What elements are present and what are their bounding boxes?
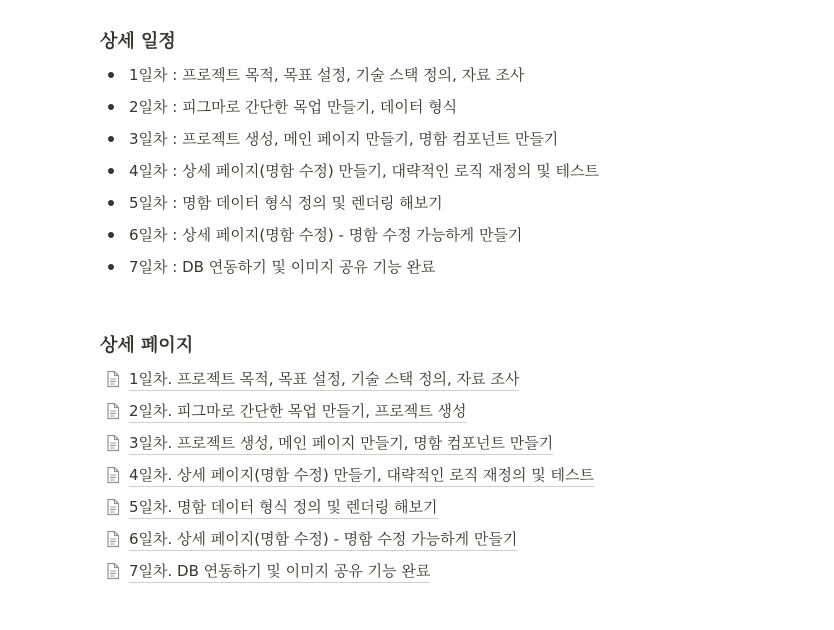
schedule-item-text: 7일차 : DB 연동하기 및 이미지 공유 기능 완료 [129, 258, 436, 276]
schedule-list [100, 59, 599, 283]
schedule-item [100, 251, 599, 283]
page-link-item[interactable] [100, 427, 594, 459]
page-link-item[interactable] [100, 459, 594, 491]
page-link-item[interactable] [100, 395, 594, 427]
page-list [100, 363, 594, 587]
bullet-icon [108, 232, 114, 238]
document-icon [104, 434, 122, 452]
page-link[interactable]: 1일차. 프로젝트 목적, 목표 설정, 기술 스택 정의, 자료 조사 [129, 370, 519, 391]
schedule-item [100, 91, 599, 123]
schedule-item [100, 155, 599, 187]
page-link-item[interactable] [100, 555, 594, 587]
schedule-item [100, 123, 599, 155]
document-icon [104, 498, 122, 516]
page-link[interactable]: 4일차. 상세 페이지(명함 수정) 만들기, 대략적인 로직 재정의 및 테스트 [129, 466, 594, 487]
bullet-icon [108, 264, 114, 270]
schedule-item [100, 59, 599, 91]
schedule-item-text: 3일차 : 프로젝트 생성, 메인 페이지 만들기, 명함 컴포넌트 만들기 [129, 130, 559, 148]
schedule-item-text: 4일차 : 상세 페이지(명함 수정) 만들기, 대략적인 로직 재정의 및 테스트 [129, 162, 599, 180]
page-link[interactable]: 2일차. 피그마로 간단한 목업 만들기, 프로젝트 생성 [129, 402, 467, 423]
schedule-item [100, 187, 599, 219]
page-link[interactable]: 7일차. DB 연동하기 및 이미지 공유 기능 완료 [129, 562, 430, 583]
schedule-item-text: 2일차 : 피그마로 간단한 목업 만들기, 데이터 형식 [129, 98, 458, 116]
document-icon [104, 402, 122, 420]
document-icon [104, 530, 122, 548]
schedule-item-text: 6일차 : 상세 페이지(명함 수정) - 명함 수정 가능하게 만들기 [129, 226, 523, 244]
page-link-item[interactable] [100, 523, 594, 555]
page-link[interactable]: 6일차. 상세 페이지(명함 수정) - 명함 수정 가능하게 만들기 [129, 530, 517, 551]
page-link[interactable]: 5일차. 명함 데이터 형식 정의 및 렌더링 해보기 [129, 498, 438, 519]
schedule-heading: 상세 일정 [100, 31, 176, 52]
document-icon [104, 370, 122, 388]
pages-heading: 상세 페이지 [100, 335, 194, 356]
schedule-item-text: 1일차 : 프로젝트 목적, 목표 설정, 기술 스택 정의, 자료 조사 [129, 66, 525, 84]
schedule-item-text: 5일차 : 명함 데이터 형식 정의 및 렌더링 해보기 [129, 194, 443, 212]
bullet-icon [108, 104, 114, 110]
bullet-icon [108, 200, 114, 206]
page-link-item[interactable] [100, 491, 594, 523]
page-link-item[interactable] [100, 363, 594, 395]
document-icon [104, 466, 122, 484]
bullet-icon [108, 168, 114, 174]
bullet-icon [108, 72, 114, 78]
page-link[interactable]: 3일차. 프로젝트 생성, 메인 페이지 만들기, 명함 컴포넌트 만들기 [129, 434, 553, 455]
document-icon [104, 562, 122, 580]
schedule-item [100, 219, 599, 251]
bullet-icon [108, 136, 114, 142]
